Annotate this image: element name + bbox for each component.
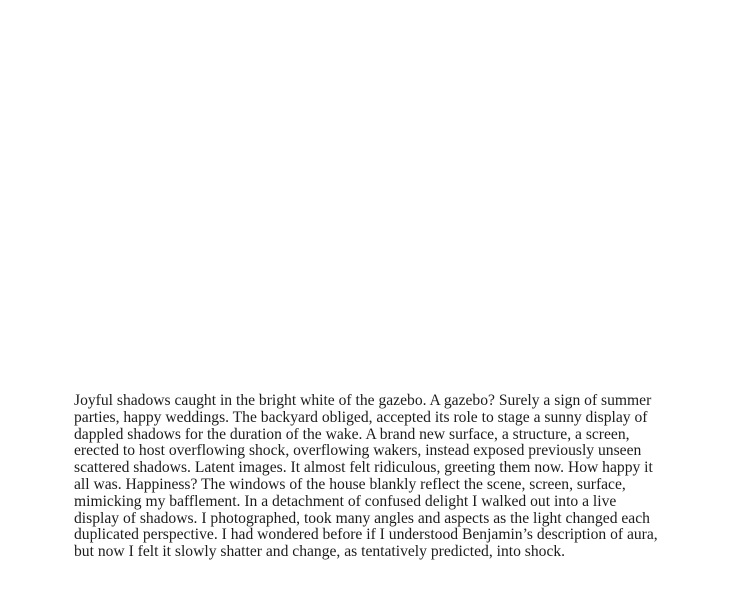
paragraph-line: dappled shadows for the duration of the wake. A brand new surface, a structure, a screen, xyxy=(74,425,630,443)
paragraph-line: parties, happy weddings. The backyard obliged, accepted its role to stage a sunny display of xyxy=(74,408,648,426)
paragraph-line: but now I felt it slowly shatter and change, as tentatively predicted, into shock. xyxy=(74,543,566,561)
paragraph-line: all was. Happiness? The windows of the house blankly reflect the scene, screen, surface, xyxy=(74,475,626,493)
paragraph-line: display of shadows. I photographed, took many angles and aspects as the light changed each xyxy=(74,509,650,527)
essay-paragraph xyxy=(74,393,694,561)
paragraph-line: scattered shadows. Latent images. It almost felt ridiculous, greeting them now. How happy it xyxy=(74,459,653,477)
paragraph-line: erected to host overflowing shock, overflowing wakers, instead exposed previously unseen xyxy=(74,442,642,460)
paragraph-line: duplicated perspective. I had wondered before if I understood Benjamin’s description of aura, xyxy=(74,526,658,544)
paragraph-line: mimicking my bafflement. In a detachment of confused delight I walked out into a live xyxy=(74,492,617,510)
paragraph-line: Joyful shadows caught in the bright white of the gazebo. A gazebo? Surely a sign of summer xyxy=(74,392,652,409)
